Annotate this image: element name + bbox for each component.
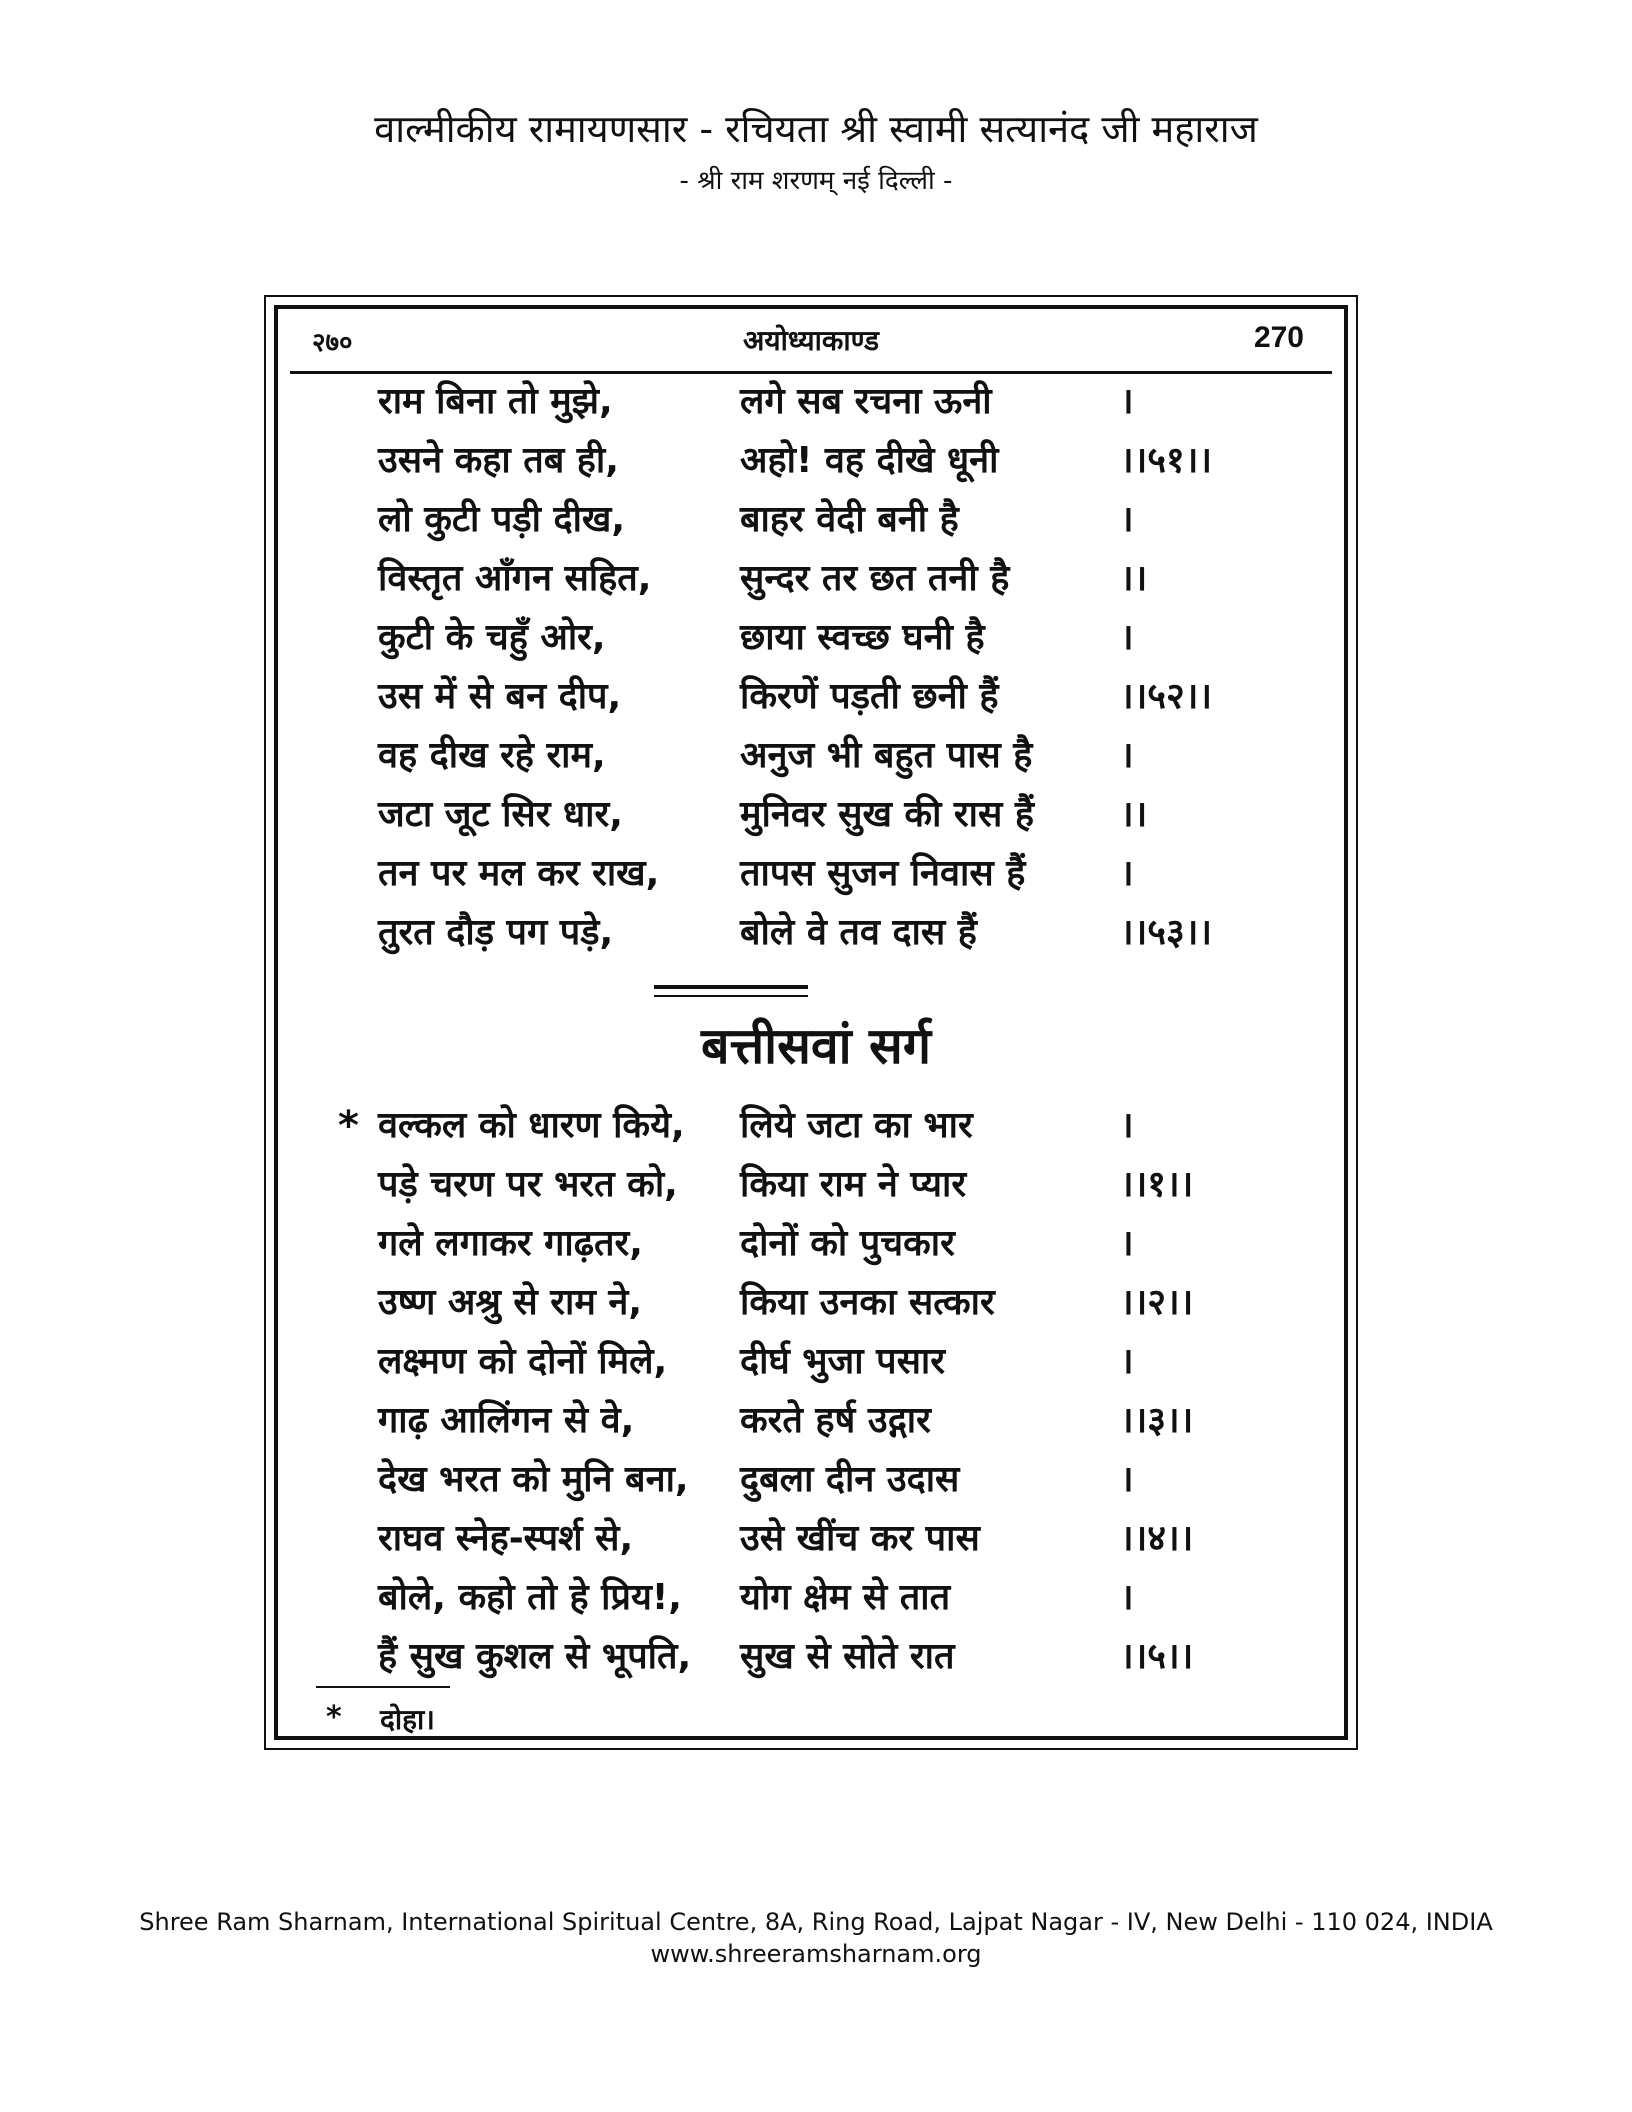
verse-second-half: तापस सुजन निवास हैं <box>740 853 1026 894</box>
verse-second-half: अनुज भी बहुत पास है <box>740 735 1033 776</box>
verse-line <box>378 551 1298 607</box>
verse-line <box>378 374 1298 430</box>
verse-mark: । <box>1120 853 1134 894</box>
verse-second-half: किया राम ने प्यार <box>740 1164 967 1205</box>
section-divider <box>654 985 808 997</box>
verse-second-half: करते हर्ष उद्गार <box>740 1400 931 1441</box>
verse-second-half: दुबला दीन उदास <box>740 1459 960 1500</box>
verse-mark: । <box>1120 499 1134 540</box>
verse-mark: ।। <box>1120 794 1148 835</box>
verse-mark: ।।३।। <box>1120 1400 1194 1441</box>
verse-line <box>378 610 1298 666</box>
verse-first-half: राघव स्नेह-स्पर्श से, <box>378 1518 634 1559</box>
footer-address: Shree Ram Sharnam, International Spiritual Centre, 8A, Ring Road, Lajpat Nagar - IV, New Delhi - 110 024, INDIA <box>139 1908 1493 1936</box>
verse-first-half: तुरत दौड़ पग पड़े, <box>378 912 614 953</box>
book-subtitle: - श्री राम शरणम् नई दिल्ली - <box>679 166 953 196</box>
verse-mark: । <box>1120 735 1134 776</box>
verse-second-half: दोनों को पुचकार <box>740 1223 955 1264</box>
verse-first-half: वल्कल को धारण किये, <box>378 1105 685 1146</box>
verse-first-half: कुटी के चहुँ ओर, <box>378 617 606 658</box>
book-title: वाल्मीकीय रामायणसार - रचियता श्री स्वामी सत्यानंद जी महाराज <box>374 107 1258 151</box>
verse-first-half: उसने कहा तब ही, <box>378 440 619 481</box>
verse-first-half: विस्तृत आँगन सहित, <box>378 558 652 599</box>
verse-line <box>378 1216 1298 1272</box>
footnote-text: दोहा। <box>380 1703 435 1736</box>
verse-second-half: लिये जटा का भार <box>740 1105 973 1146</box>
verse-mark: ।। <box>1120 558 1148 599</box>
verse-line <box>378 1570 1298 1626</box>
footnote-star: * <box>326 1700 342 1735</box>
verse-second-half: सुन्दर तर छत तनी है <box>740 558 1010 599</box>
section-title: बत्तीसवां सर्ग <box>701 1017 931 1075</box>
verse-second-half: बाहर वेदी बनी है <box>740 499 959 540</box>
verse-line <box>378 1157 1298 1213</box>
verse-line <box>378 492 1298 548</box>
verse-second-half: योग क्षेम से तात <box>740 1577 951 1618</box>
verse-line <box>378 1629 1298 1685</box>
verse-line <box>378 905 1298 961</box>
footnote-rule <box>316 1686 450 1688</box>
verse-second-half: किरणें पड़ती छनी हैं <box>740 676 999 717</box>
verse-mark: ।।१।। <box>1120 1164 1194 1205</box>
verse-mark: ।।५३।। <box>1120 912 1213 953</box>
verse-second-half: दीर्घ भुजा पसार <box>740 1341 945 1382</box>
verse-second-half: मुनिवर सुख की रास हैं <box>740 794 1034 835</box>
verse-line <box>378 787 1298 843</box>
verse-first-half: लो कुटी पड़ी दीख, <box>378 499 626 540</box>
verse-first-half: वह दीख रहे राम, <box>378 735 606 776</box>
verse-mark: । <box>1120 1223 1134 1264</box>
verse-line <box>378 1511 1298 1567</box>
verse-first-half: बोले, कहो तो हे प्रिय!, <box>378 1577 682 1618</box>
verse-first-half: तन पर मल कर राख, <box>378 853 660 894</box>
verse-second-half: उसे खींच कर पास <box>740 1518 980 1559</box>
verse-line <box>378 669 1298 725</box>
verse-line <box>378 1452 1298 1508</box>
verse-second-half: बोले वे तव दास हैं <box>740 912 977 953</box>
page-number: 270 <box>1253 321 1304 354</box>
verse-line <box>378 1098 1298 1154</box>
verse-line <box>378 846 1298 902</box>
verse-mark: । <box>1120 1459 1134 1500</box>
verse-mark: । <box>1120 381 1134 422</box>
verse-first-half: राम बिना तो मुझे, <box>378 381 613 422</box>
verse-first-half: गाढ़ आलिंगन से वे, <box>378 1400 635 1441</box>
verse-line <box>378 1393 1298 1449</box>
verse-mark: ।।४।। <box>1120 1518 1194 1559</box>
verse-mark: ।।५।। <box>1120 1636 1194 1677</box>
verse-first-half: उष्ण अश्रु से राम ने, <box>378 1282 643 1323</box>
verse-line <box>378 1334 1298 1390</box>
verse-first-half: देख भरत को मुनि बना, <box>378 1459 689 1500</box>
verse-mark: ।।५१।। <box>1120 440 1213 481</box>
verse-mark: । <box>1120 1577 1134 1618</box>
footer-website: www.shreeramsharnam.org <box>650 1940 982 1968</box>
verse-line <box>378 1275 1298 1331</box>
verse-line <box>378 433 1298 489</box>
verse-second-half: किया उनका सत्कार <box>740 1282 995 1323</box>
verse-mark: ।।५२।। <box>1120 676 1213 717</box>
verse-first-half: हैं सुख कुशल से भूपति, <box>378 1636 692 1677</box>
verse-second-half: लगे सब रचना ऊनी <box>740 381 992 422</box>
doha-star-marker: * <box>338 1103 359 1149</box>
verse-mark: । <box>1120 1341 1134 1382</box>
page-number-devanagari: २७० <box>312 328 353 358</box>
verse-mark: ।।२।। <box>1120 1282 1194 1323</box>
chapter-title: अयोध्याकाण्ड <box>743 324 879 357</box>
verse-line <box>378 728 1298 784</box>
verse-first-half: जटा जूट सिर धार, <box>378 794 623 835</box>
verse-mark: । <box>1120 617 1134 658</box>
verse-second-half: अहो! वह दीखे धूनी <box>740 440 999 481</box>
verse-first-half: पड़े चरण पर भरत को, <box>378 1164 678 1205</box>
verse-second-half: सुख से सोते रात <box>740 1636 955 1677</box>
verse-first-half: गले लगाकर गाढ़तर, <box>378 1223 643 1264</box>
running-header <box>290 309 1332 374</box>
verse-mark: । <box>1120 1105 1134 1146</box>
verse-first-half: लक्ष्मण को दोनों मिले, <box>378 1341 668 1382</box>
verse-first-half: उस में से बन दीप, <box>378 676 622 717</box>
verse-second-half: छाया स्वच्छ घनी है <box>740 617 985 658</box>
